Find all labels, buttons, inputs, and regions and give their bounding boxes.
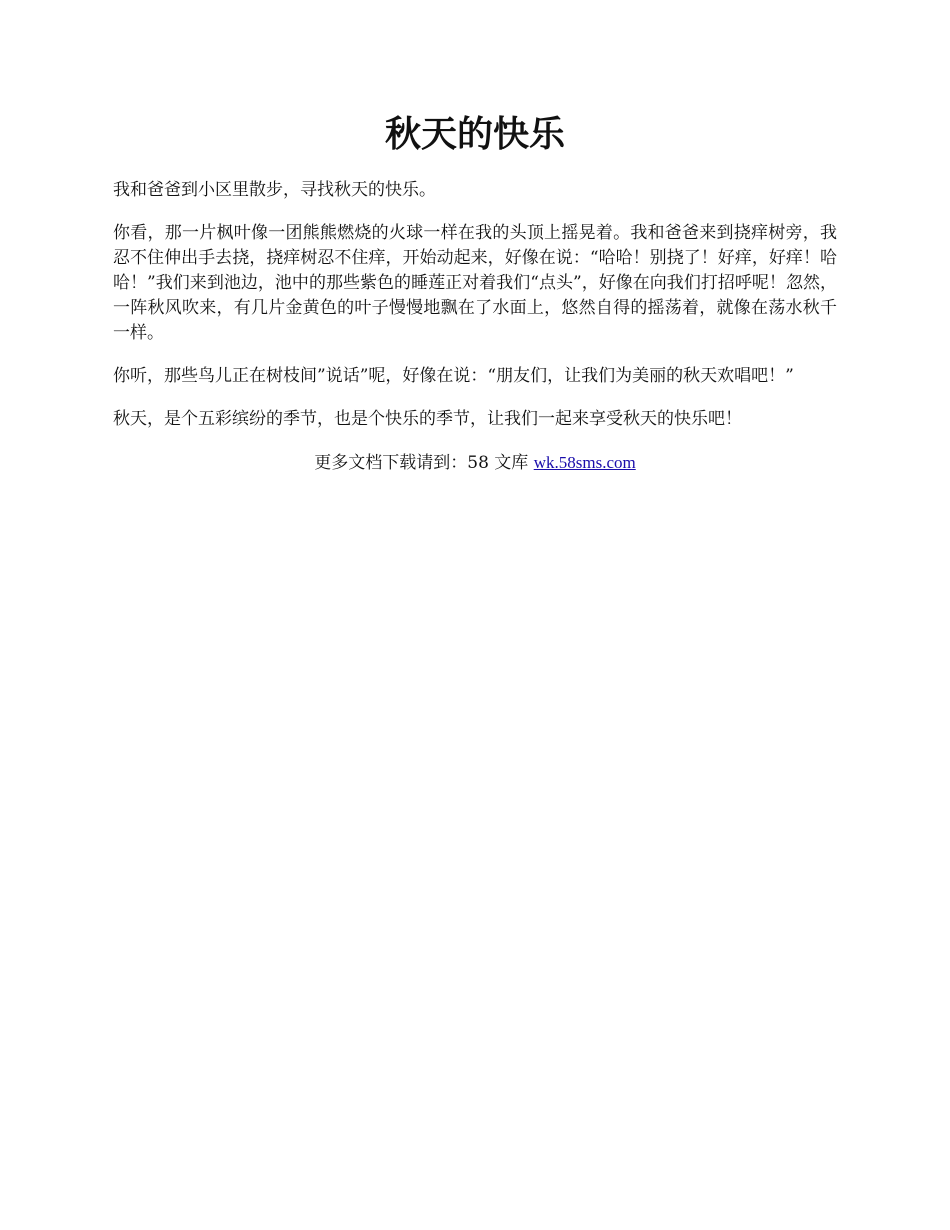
footer-prefix: 更多文档下载请到：58 文库 — [314, 453, 534, 473]
paragraph-3: 你听，那些鸟儿正在树枝间”说话”呢，好像在说：“朋友们，让我们为美丽的秋天欢唱吧！” — [113, 366, 794, 386]
paragraph-2: 你看，那一片枫叶像一团熊熊燃烧的火球一样在我的头顶上摇晃着。我和爸爸来到挠痒树旁，我忍不住伸出手去挠，挠痒树忍不住痒，开始动起来，好像在说：“哈哈！别挠了！好痒，好痒！哈哈！”我们来到池边，池中的那些紫色的睡莲正对着我们“点头”，好像在向我们打招呼呢！忽然，一阵秋风吹来，有几片金黄色的叶子慢慢地飘在了水面上，悠然自得的摇荡着，就像在荡水秋千一样。 — [113, 223, 837, 343]
download-footer — [113, 450, 837, 476]
paragraph-1: 我和爸爸到小区里散步，寻找秋天的快乐。 — [113, 180, 436, 200]
footer-link[interactable]: wk.58sms.com — [533, 453, 636, 472]
document-title: 秋天的快乐 — [384, 113, 565, 155]
paragraph-4: 秋天，是个五彩缤纷的季节，也是个快乐的季节，让我们一起来享受秋天的快乐吧！ — [113, 409, 742, 429]
